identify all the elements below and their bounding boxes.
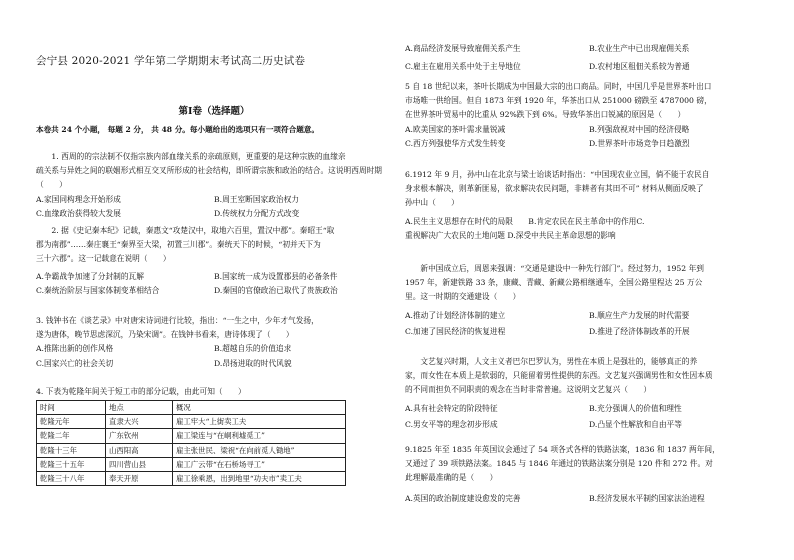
- option-c[interactable]: C.血缘政治获得较大发展: [36, 208, 121, 218]
- question-text: 5 自 18 世纪以来，茶叶长期成为中国最大宗的出口商品。同时，中国几乎是世界茶叶出口: [405, 82, 712, 91]
- question-text: 6.1912 年 9 月，孙中山在北京与梁士诒谈话时指出：“中国现农业立国，倘不能于农民自: [405, 170, 710, 179]
- option-c[interactable]: C.男女平等的理念初步形成: [405, 419, 498, 429]
- question-9: [405, 443, 773, 506]
- table-cell: 奉天开原: [106, 471, 173, 485]
- option-b[interactable]: B.充分强调人的价值和理性: [589, 403, 682, 413]
- table-row: [37, 415, 346, 429]
- question-8: [405, 355, 773, 432]
- option-a[interactable]: A.推陈出新的创作风格: [36, 344, 114, 354]
- options-row: [405, 402, 773, 416]
- options-row: [405, 60, 773, 74]
- option-c[interactable]: C.西方列强使华方式发生转变: [405, 138, 506, 148]
- options-row: [405, 325, 773, 339]
- question-text: 疏关系与异姓之间的联姻形式相互交叉所形成的社会结构，即所谓宗族和政治的结合。这说明西周时期（ ）: [36, 166, 382, 190]
- option-b[interactable]: B.超越自乐的价值追求: [214, 344, 292, 354]
- options-row: [36, 207, 392, 221]
- options-row: [36, 270, 392, 284]
- question-4-options: [405, 42, 773, 74]
- question-text: 此理解最准确的是（ ）: [405, 473, 498, 483]
- options-row: [405, 418, 773, 432]
- question-text: 三十六郡”。这一记载意在说明（ ）: [36, 254, 171, 264]
- question-text: 4. 下表为乾隆年间关于短工市的部分记载，由此可知（ ）: [36, 387, 246, 396]
- question-5: [405, 80, 773, 151]
- table-cell: 雇主张世民、梁祝“在向前觅人锄地”: [173, 443, 346, 457]
- option-a[interactable]: A.欧美国家的茶叶需求量锐减: [405, 124, 506, 134]
- question-text: 2. 据《史记秦本纪》记载，秦惠文“攻楚汉中，取地六百里，置汉中郡”。秦昭王“取: [51, 226, 335, 235]
- question-text: 新中国成立后，周恩来强调：“交通是建设中一种先行部门”。经过努力，1952 年到: [420, 264, 704, 273]
- table-cell: 乾隆二年: [37, 429, 106, 443]
- option-d[interactable]: D.推进了经济体制改革的开展: [589, 326, 690, 336]
- exam-title: 会宁县 2020-2021 学年第二学期期末考试高二历史试卷: [36, 55, 306, 67]
- table-row: [37, 443, 346, 457]
- options-line[interactable]: 重视解决广大农民的土地问题 D.深受中共民主革命思想的影响: [405, 230, 616, 240]
- options-row: [405, 309, 773, 323]
- instructions: 本卷共 24 个小题， 每题 2 分， 共 48 分。每小题给出的选项只有一项符合题意。: [36, 125, 319, 134]
- options-row: [36, 193, 392, 207]
- options-row: [405, 137, 773, 151]
- option-b[interactable]: B.顺应生产力发展的时代需要: [589, 310, 690, 320]
- table-row: [37, 471, 346, 485]
- question-text: 孙中山（ ）: [405, 198, 459, 208]
- option-c[interactable]: C.雇主在雇用关系中处于主导地位: [405, 62, 521, 72]
- table-header-row: [37, 401, 346, 415]
- option-a[interactable]: A.商品经济发展导致雇佣关系产生: [405, 44, 521, 53]
- table-cell: 广东钦州: [106, 429, 173, 443]
- option-b[interactable]: B.农业生产中已出现雇佣关系: [589, 44, 690, 53]
- question-4: [36, 385, 392, 399]
- question-text: 又通过了 39 项铁路法案。1845 与 1846 年通过的铁路法案分别是 120 件和 272 件。对: [405, 459, 713, 469]
- table-row: [37, 429, 346, 443]
- options-row: [36, 342, 392, 356]
- options-line[interactable]: A.民生主义思想存在时代的局限 B.肯定农民在民主革命中的作用C.: [405, 216, 645, 226]
- option-d[interactable]: D.传统权力分配方式改变: [214, 208, 300, 218]
- question-text: 文艺复兴时期，人文主义者巴尔巴罗认为，男性在本质上是强壮的，能够真正的养: [420, 357, 698, 366]
- question-text: 里。这一时期的交通建设（ ）: [405, 292, 521, 302]
- question-text: 郡为南郡”……秦庄襄王“秦界至大梁，初置三川郡”。秦统天下的时候，“初并天下为: [36, 240, 321, 250]
- option-b[interactable]: B.国家统一成为设置郡县的必备条件: [214, 271, 338, 281]
- table-cell: 乾隆十三年: [37, 443, 106, 457]
- table-cell: 雇工广云带“在石桥场寻工”: [173, 457, 346, 471]
- option-d[interactable]: D.秦国的官僚政治已取代了贵族政治: [214, 285, 338, 295]
- option-d[interactable]: D.世界茶叶市场竞争日趋激烈: [589, 138, 690, 148]
- options-row: [36, 284, 392, 298]
- question-text: 身求根本解决，则革新匪易，欲求解决农民问题，非耕者有其田不可” 材料从侧面反映了: [405, 184, 704, 194]
- question-text: 的不同而担负不同职责的观念在当时非常普遍。这说明文艺复兴（ ）: [405, 385, 652, 395]
- table-cell: 乾隆三十五年: [37, 457, 106, 471]
- option-c[interactable]: C.秦统治阶层与国家体制变革相结合: [36, 285, 160, 295]
- option-a[interactable]: A.推动了计划经济体制的建立: [405, 310, 506, 320]
- question-text: 3. 钱钟书在《谈艺录》中对唐宋诗词进行比较，指出：“一生之中，少年才气发扬，: [36, 316, 319, 325]
- question-text: 市场唯一供给国。但自 1873 年到 1920 年，华茶出口从 251000 磅跌至 4787000 磅，: [405, 96, 712, 106]
- table-cell: 雇工徐乘恩，出到地里“功夫市”卖工夫: [173, 471, 346, 485]
- question-7: [405, 262, 773, 339]
- table-cell: 四川营山县: [106, 457, 173, 471]
- section-title: 第Ⅰ卷（选择题）: [178, 106, 250, 117]
- options-row: [405, 492, 773, 506]
- question-6: [405, 168, 773, 243]
- left-column: [36, 0, 392, 560]
- option-a[interactable]: A.具有社会特定的阶段特征: [405, 403, 498, 413]
- question-text: 1957 年，新建铁路 33 条，康藏、青藏、新藏公路相继通车，全国公路里程达 25 万公: [405, 278, 703, 288]
- question-text: 在世界茶叶贸易中的比重从 92%跌下到 6%。导致华茶出口锐减的原因是（ ）: [405, 110, 686, 120]
- table-cell: 直隶大兴: [106, 415, 173, 429]
- question-text: 家，而女性在本质上是软弱的，只能留着男性提供的东西。文艺复兴强调男性和女性因本质: [405, 371, 713, 381]
- option-c[interactable]: C.国家兴亡的社会关切: [36, 358, 114, 368]
- question-text: 1. 西周的的宗法制不仅指宗族内部血缘关系的亲疏原则，更重要的是这种宗族的血缘亲: [51, 152, 346, 161]
- table-row: [37, 457, 346, 471]
- option-b[interactable]: B.周王室断国家政治权力: [214, 194, 299, 204]
- table-cell: 乾隆三十八年: [37, 471, 106, 485]
- table-header: 地点: [106, 401, 173, 415]
- question-3: [36, 314, 392, 371]
- right-column: [405, 0, 773, 560]
- options-row: [405, 123, 773, 137]
- options-row: [36, 357, 392, 371]
- question-text: 9.1825 年至 1835 年英国议会通过了 54 项各式各样的铁路法案，1836 和 1837 两年间，: [405, 445, 720, 454]
- question-text: 遂为唐体，晚节思虑深沉，乃染宋调”。在钱钟书看来，唐诗体现了（ ）: [36, 330, 294, 340]
- table-cell: 山西阳高: [106, 443, 173, 457]
- question-1: [36, 150, 392, 221]
- table-cell: 乾隆元年: [37, 415, 106, 429]
- table-header: 时间: [37, 401, 106, 415]
- option-a[interactable]: A.争霸战争加速了分封制的瓦解: [36, 271, 144, 281]
- option-d[interactable]: D.昂扬进取的时代风貌: [214, 358, 292, 368]
- options-row: [405, 42, 773, 56]
- option-b[interactable]: B.经济发展水平制约国家法治进程: [589, 493, 705, 503]
- option-b[interactable]: B.列强敌视对中国的经济侵略: [589, 124, 690, 134]
- option-d[interactable]: D.农村地区租佃关系较为普通: [589, 62, 690, 72]
- question-2: [36, 224, 392, 298]
- option-c[interactable]: C.加速了国民经济的恢复进程: [405, 326, 506, 336]
- option-d[interactable]: D.凸显个性解放和自由平等: [589, 419, 682, 429]
- option-a[interactable]: A.英国的政治制度建设愈发的完善: [405, 493, 521, 503]
- table-cell: 雇工牢大“上街卖工夫: [173, 415, 346, 429]
- table-cell: 雇工梁连与“在峒利墟觅工”: [173, 429, 346, 443]
- q4-table: [36, 400, 346, 486]
- table-header: 概况: [173, 401, 346, 415]
- option-a[interactable]: A.家国同构理念开始形成: [36, 194, 121, 204]
